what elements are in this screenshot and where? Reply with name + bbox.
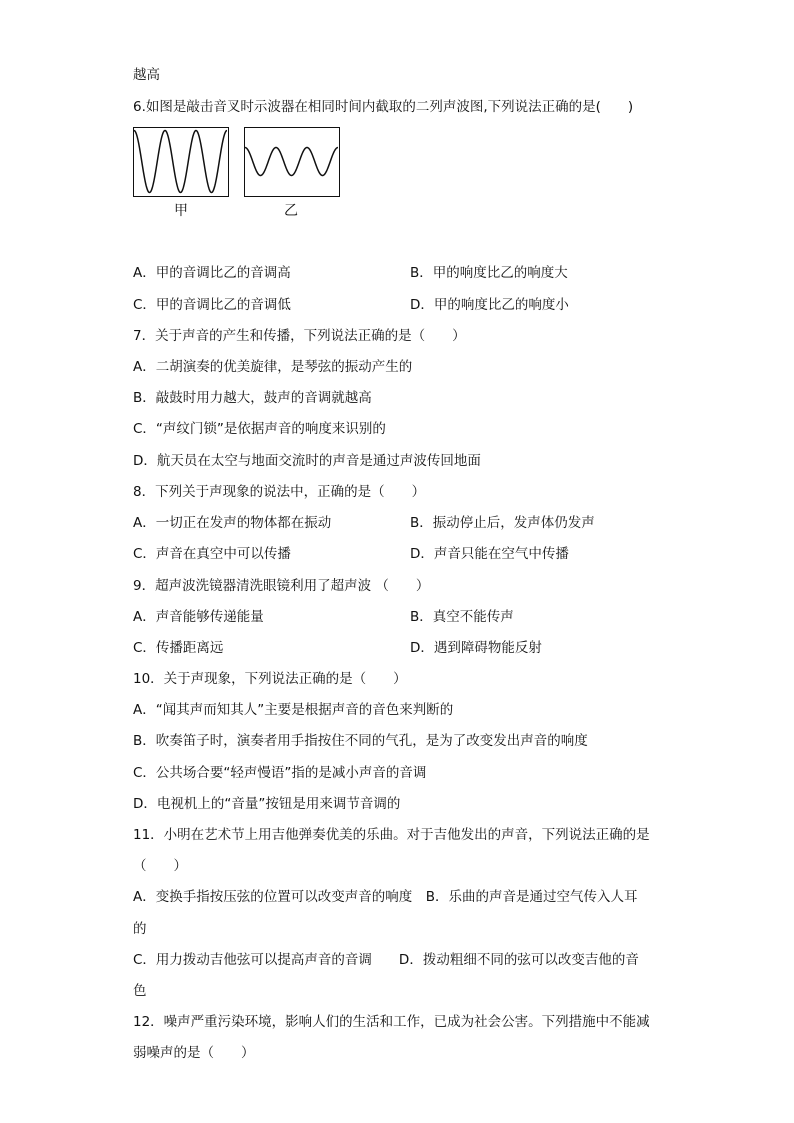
waveform-b-label: 乙	[284, 203, 298, 219]
waveform-b-icon	[245, 128, 338, 195]
waveform-a-icon	[134, 128, 227, 195]
question-12-stem: 12．噪声严重污染环境，影响人们的生活和工作，已成为社会公害。下列措施中不能减	[133, 1014, 650, 1030]
q9-option-c: C．传播距离远	[133, 640, 224, 656]
q7-option-a: A．二胡演奏的优美旋律，是琴弦的振动产生的	[133, 359, 413, 375]
q10-option-b: B．吹奏笛子时，演奏者用手指按住不同的气孔，是为了改变发出声音的响度	[133, 733, 588, 749]
question-11-stem-cont: （ ）	[133, 858, 187, 874]
q9-option-d: D．遇到障碍物能反射	[410, 640, 542, 656]
q8-option-c: C．声音在真空中可以传播	[133, 546, 291, 562]
question-8-stem: 8．下列关于声现象的说法中，正确的是（ ）	[133, 484, 426, 500]
waveform-a-label: 甲	[174, 203, 188, 219]
q6-option-a: A．甲的音调比乙的音调高	[133, 265, 291, 281]
question-10-stem: 10．关于声现象，下列说法正确的是（ ）	[133, 671, 407, 687]
q8-option-d: D．声音只能在空气中传播	[410, 546, 569, 562]
waveform-a-box	[133, 127, 229, 197]
q11-options-cd: C．用力拨动吉他弦可以提高声音的音调 D．拨动粗细不同的弦可以改变吉他的音	[133, 952, 639, 968]
q7-option-d: D．航天员在太空与地面交流时的声音是通过声波传回地面	[133, 453, 481, 469]
question-7-stem: 7．关于声音的产生和传播，下列说法正确的是（ ）	[133, 328, 466, 344]
q8-option-a: A．一切正在发声的物体都在振动	[133, 515, 332, 531]
q6-option-b: B．甲的响度比乙的响度大	[410, 265, 568, 281]
q11-options-ab-cont: 的	[133, 921, 147, 937]
q6-option-c: C．甲的音调比乙的音调低	[133, 297, 291, 313]
question-9-stem: 9．超声波洗镜器清洗眼镜利用了超声波 （ ）	[133, 578, 430, 594]
question-11-stem: 11．小明在艺术节上用吉他弹奏优美的乐曲。对于吉他发出的声音，下列说法正确的是	[133, 827, 650, 843]
q10-option-c: C．公共场合要“轻声慢语”指的是减小声音的音调	[133, 765, 427, 781]
q8-option-b: B．振动停止后，发声体仍发声	[410, 515, 595, 531]
q10-option-a: A．“闻其声而知其人”主要是根据声音的音色来判断的	[133, 702, 454, 718]
continued-text: 越高	[133, 67, 160, 83]
q6-option-d: D．甲的响度比乙的响度小	[410, 297, 569, 313]
q11-options-ab: A．变换手指按压弦的位置可以改变声音的响度 B．乐曲的声音是通过空气传入人耳	[133, 889, 638, 905]
q11-options-cd-cont: 色	[133, 983, 147, 999]
question-12-stem-cont: 弱噪声的是（ ）	[133, 1045, 255, 1061]
q7-option-b: B．敲鼓时用力越大，鼓声的音调就越高	[133, 390, 372, 406]
waveform-b-box	[244, 127, 340, 197]
q9-option-a: A．声音能够传递能量	[133, 609, 264, 625]
q10-option-d: D．电视机上的“音量”按钮是用来调节音调的	[133, 796, 401, 812]
q7-option-c: C．“声纹门锁”是依据声音的响度来识别的	[133, 421, 386, 437]
q9-option-b: B．真空不能传声	[410, 609, 514, 625]
question-6-stem: 6.如图是敲击音叉时示波器在相同时间内截取的二列声波图,下列说法正确的是( )	[133, 99, 634, 115]
